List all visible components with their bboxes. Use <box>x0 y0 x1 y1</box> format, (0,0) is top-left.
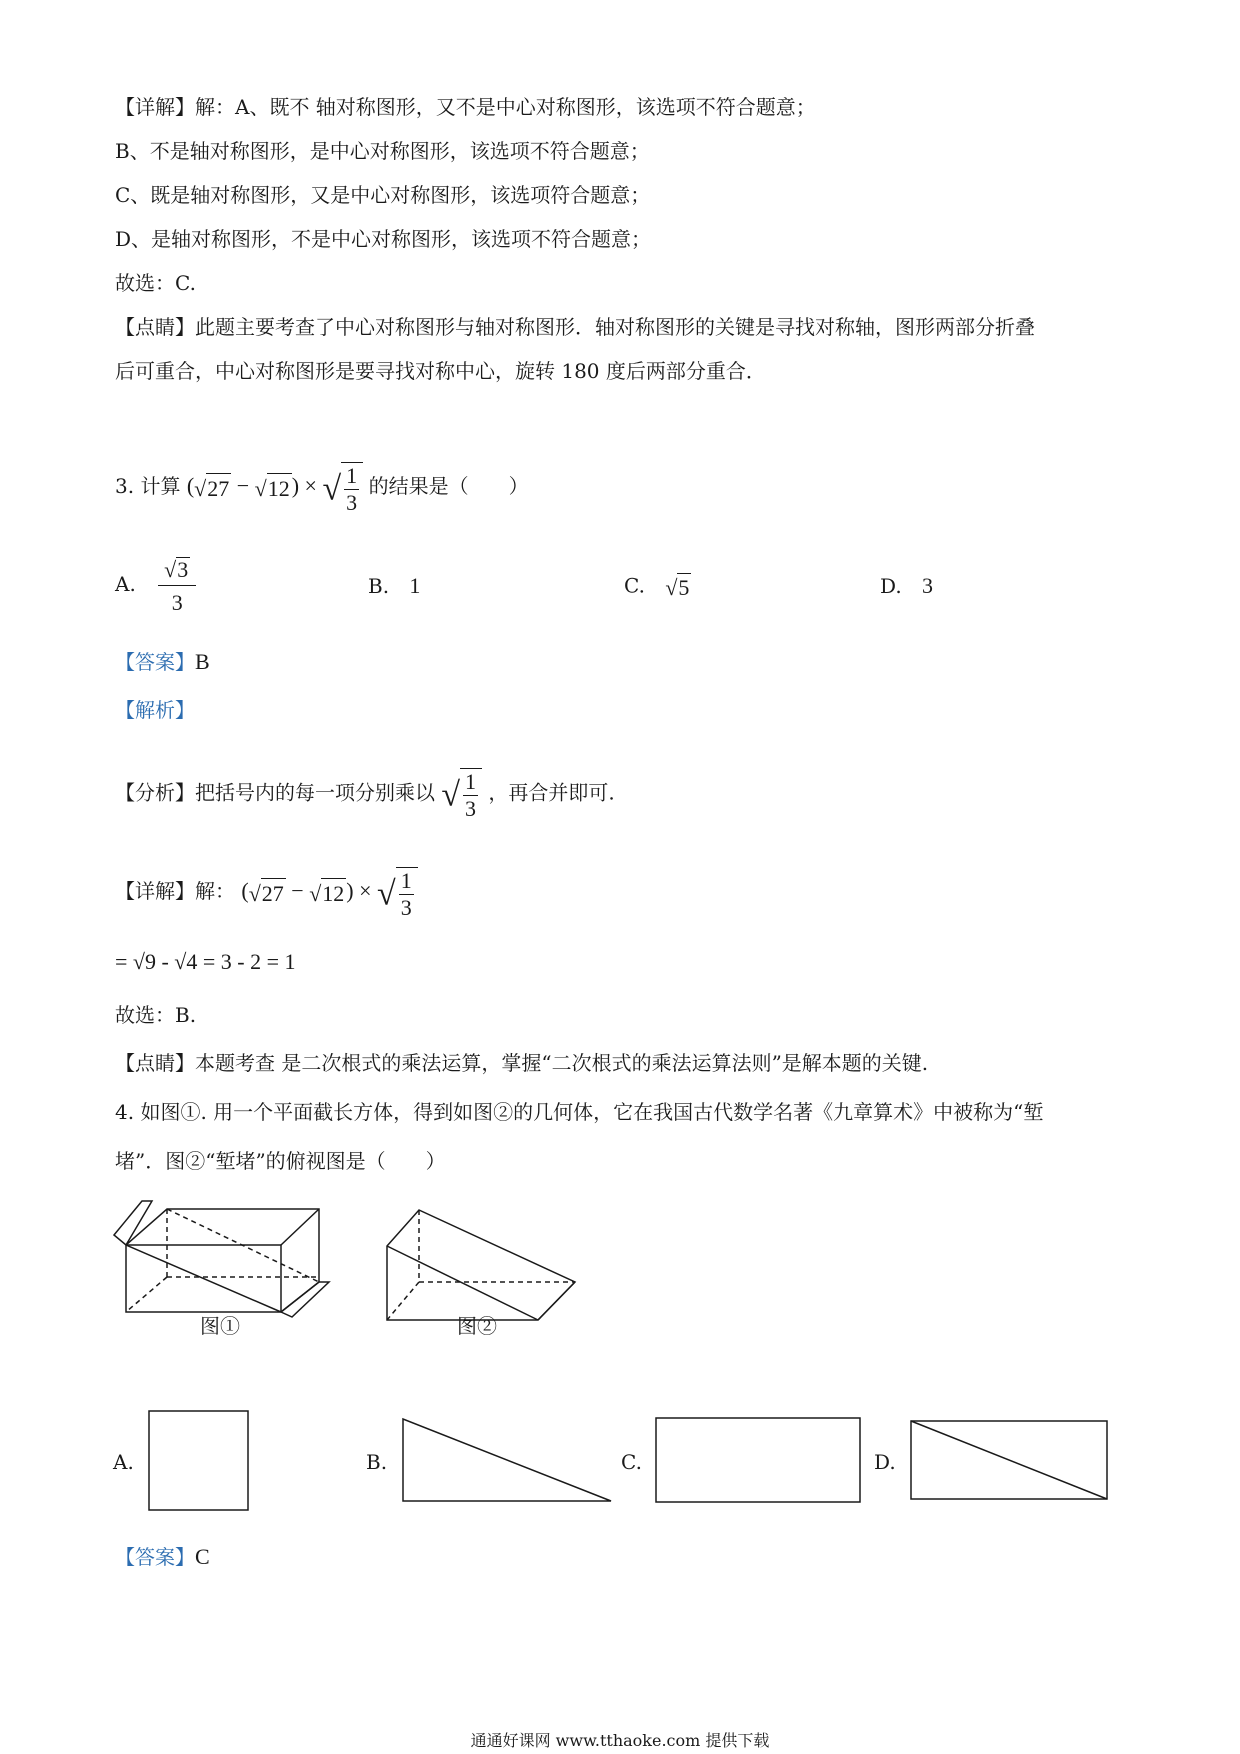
figure-1-cuboid <box>114 1197 334 1307</box>
q3-suffix: 的结果是（ ） <box>368 474 529 499</box>
q3-fenxi: 【分析】把括号内的每一项分别乘以 √ $\frac{1}{3}$ ，再合并即可. <box>115 769 615 821</box>
page-footer: 通通好课网 www.tthaoke.com 提供下载 <box>470 1731 770 1750</box>
choose-line: 故选：C. <box>115 271 196 295</box>
q4-answer: 【答案】C <box>115 1544 210 1569</box>
question-3 <box>115 462 529 514</box>
q3-step: = √9 - √4 = 3 - 2 = 1 <box>115 949 296 974</box>
comment-line-1: 【点睛】此题主要考查了中心对称图形与轴对称图形．轴对称图形的关键是寻找对称轴，图形两部分折叠 <box>115 315 1035 339</box>
option-c: C. √5 <box>624 573 690 600</box>
solution-line-a: 【详解】解：A、既不 轴对称图形，又不是中心对称图形，该选项不符合题意； <box>115 95 816 119</box>
q4-option-c-label: C. <box>621 1450 642 1474</box>
option-d: D. 3 <box>880 573 934 598</box>
q4-option-d-rect-diagonal <box>910 1420 1108 1500</box>
q3-prefix: 3. 计算 <box>115 474 181 499</box>
q3-answer: 【答案】B <box>115 649 210 674</box>
q3-comment: 【点睛】本题考查 是二次根式的乘法运算，掌握“二次根式的乘法运算法则”是解本题的关键. <box>115 1051 929 1075</box>
paren-open: ( <box>186 473 195 499</box>
comment-line-2: 后可重合，中心对称图形是要寻找对称中心，旋转 180 度后两部分重合． <box>115 359 766 383</box>
sqrt-27: √27 <box>194 473 231 503</box>
q4-option-c-rectangle <box>655 1417 861 1503</box>
option-b: B. 1 <box>368 573 421 598</box>
q3-expression <box>186 463 369 515</box>
figure-2-caption: 图② <box>457 1314 497 1338</box>
sqrt-one-third: √ $\frac{1}{3}$ <box>322 462 363 514</box>
paren-close: ) <box>291 473 300 499</box>
option-a-value: $\frac{√3}{3}$ <box>158 557 196 614</box>
figure-1-caption: 图① <box>200 1314 240 1338</box>
q4-option-a-square <box>149 1411 249 1511</box>
minus-sign: − <box>236 473 250 499</box>
q3-choose: 故选：B. <box>115 1003 197 1027</box>
q4-line-1: 4. 如图①. 用一个平面截长方体，得到如图②的几何体，它在我国古代数学名著《九章算术》中被称为“堑 <box>115 1100 1044 1124</box>
solution-line-d: D、是轴对称图形，不是中心对称图形，该选项不符合题意； <box>115 227 652 251</box>
q4-option-d-label: D. <box>874 1450 896 1474</box>
times-sign: × <box>304 473 317 499</box>
sqrt-one-third-2: √ $\frac{1}{3}$ <box>441 768 482 820</box>
figure-2-wedge <box>383 1200 593 1310</box>
option-a: A. $\frac{√3}{3}$ <box>115 557 198 614</box>
q4-option-b-triangle <box>402 1418 612 1502</box>
solution-line-b: B、不是轴对称图形，是中心对称图形，该选项不符合题意； <box>115 139 650 163</box>
q4-line-2: 堵”．图②“堑堵”的俯视图是（ ） <box>115 1149 446 1173</box>
q4-option-a-label: A. <box>113 1450 134 1474</box>
solution-line-c: C、既是轴对称图形，又是中心对称图形，该选项符合题意； <box>115 183 651 207</box>
q4-option-b-label: B. <box>366 1450 388 1474</box>
q3-analysis-tag: 【解析】 <box>115 698 195 722</box>
q3-xiangjie: 【详解】解： (√27 − √12) × √ $\frac{1}{3}$ <box>115 867 418 919</box>
sqrt-12: √12 <box>255 473 292 503</box>
